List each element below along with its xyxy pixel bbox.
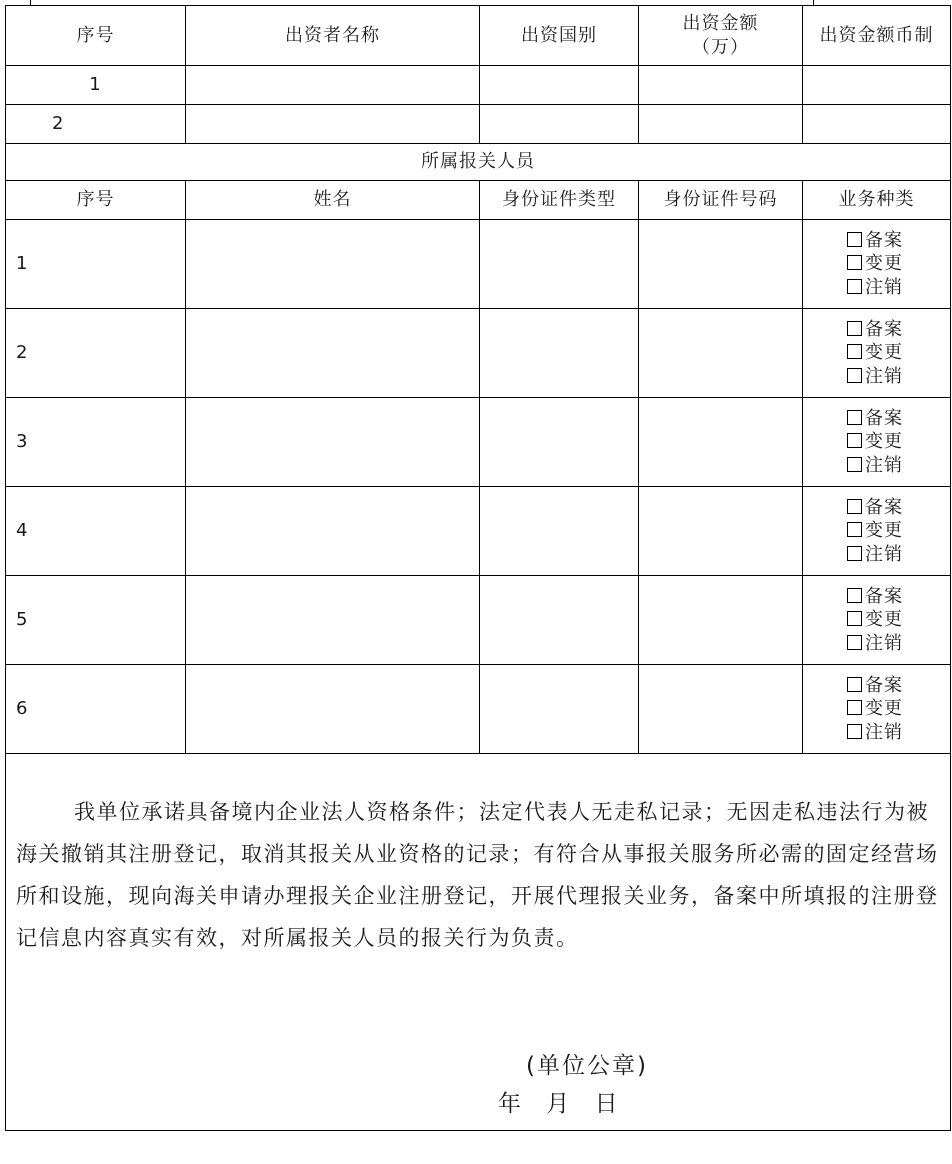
business-type-options bbox=[803, 576, 951, 665]
business-type-options bbox=[803, 665, 951, 754]
checkbox[interactable] bbox=[847, 368, 862, 383]
option-cancel[interactable] bbox=[847, 632, 950, 655]
option-label: 备案 bbox=[865, 229, 903, 251]
option-label: 注销 bbox=[865, 365, 903, 387]
personnel-row bbox=[6, 309, 951, 398]
header-investment-amount bbox=[639, 6, 803, 66]
declaration-text: 我单位承诺具备境内企业法人资格条件；法定代表人无走私记录；无因走私违法行为被海关撤销其注册登记，取消其报关从业资格的记录；有符合从事报关服务所必需的固定经营场所和设施，现向海关申请办理报关企业注册登记，开展代理报关业务，备案中所填报的注册登记信息内容真实有效，对所属报关人员的报关行为负责。 bbox=[16, 800, 939, 950]
personnel-header-row bbox=[6, 181, 951, 220]
option-label: 注销 bbox=[865, 276, 903, 298]
person-seq: 2 bbox=[6, 309, 186, 398]
checkbox[interactable] bbox=[847, 255, 862, 270]
option-label: 备案 bbox=[865, 318, 903, 340]
header-id-type: 身份证件类型 bbox=[480, 181, 639, 220]
option-change[interactable] bbox=[847, 697, 950, 720]
declaration-row bbox=[6, 754, 951, 1131]
person-name-cell[interactable] bbox=[186, 309, 480, 398]
option-label: 变更 bbox=[865, 520, 903, 542]
checkbox[interactable] bbox=[847, 279, 862, 294]
option-change[interactable] bbox=[847, 608, 950, 631]
option-label: 注销 bbox=[865, 454, 903, 476]
person-id-number-cell[interactable] bbox=[639, 576, 803, 665]
investor-country-cell[interactable] bbox=[480, 66, 639, 105]
option-filing[interactable] bbox=[847, 585, 950, 608]
personnel-row bbox=[6, 398, 951, 487]
person-id-type-cell[interactable] bbox=[480, 665, 639, 754]
investor-seq-value: 2 bbox=[52, 113, 65, 135]
person-name-cell[interactable] bbox=[186, 576, 480, 665]
person-id-number-cell[interactable] bbox=[639, 220, 803, 309]
declaration-cell bbox=[6, 754, 951, 1131]
investor-amount-cell[interactable] bbox=[639, 105, 803, 144]
person-seq: 1 bbox=[6, 220, 186, 309]
person-name-cell[interactable] bbox=[186, 220, 480, 309]
person-id-type-cell[interactable] bbox=[480, 220, 639, 309]
option-label: 变更 bbox=[865, 609, 903, 631]
investor-row bbox=[6, 105, 951, 144]
person-id-number-cell[interactable] bbox=[639, 665, 803, 754]
header-business-type: 业务种类 bbox=[803, 181, 951, 220]
option-label: 变更 bbox=[865, 253, 903, 275]
header-investor-country: 出资国别 bbox=[480, 6, 639, 66]
option-cancel[interactable] bbox=[847, 276, 950, 299]
business-type-options bbox=[803, 398, 951, 487]
checkbox[interactable] bbox=[847, 522, 862, 537]
checkbox[interactable] bbox=[847, 724, 862, 739]
person-seq: 3 bbox=[6, 398, 186, 487]
header-person-seq: 序号 bbox=[6, 181, 186, 220]
checkbox[interactable] bbox=[847, 499, 862, 514]
option-filing[interactable] bbox=[847, 496, 950, 519]
person-name-cell[interactable] bbox=[186, 398, 480, 487]
option-change[interactable] bbox=[847, 519, 950, 542]
investor-header-row bbox=[6, 6, 951, 66]
header-amount-line1: 出资金额 bbox=[682, 13, 759, 35]
header-seq: 序号 bbox=[6, 6, 186, 66]
personnel-section-title: 所属报关人员 bbox=[6, 144, 951, 181]
option-filing[interactable] bbox=[847, 674, 950, 697]
option-cancel[interactable] bbox=[847, 543, 950, 566]
option-cancel[interactable] bbox=[847, 721, 950, 744]
investor-name-cell[interactable] bbox=[186, 105, 480, 144]
investor-currency-cell[interactable] bbox=[803, 105, 951, 144]
option-label: 变更 bbox=[865, 431, 903, 453]
investor-seq bbox=[6, 105, 186, 144]
person-id-type-cell[interactable] bbox=[480, 309, 639, 398]
option-label: 变更 bbox=[865, 342, 903, 364]
option-label: 注销 bbox=[865, 543, 903, 565]
business-type-options bbox=[803, 220, 951, 309]
person-id-number-cell[interactable] bbox=[639, 487, 803, 576]
personnel-row bbox=[6, 487, 951, 576]
checkbox[interactable] bbox=[847, 457, 862, 472]
personnel-row bbox=[6, 665, 951, 754]
date-label: 年 月 日 bbox=[498, 1091, 620, 1117]
checkbox[interactable] bbox=[847, 546, 862, 561]
person-id-type-cell[interactable] bbox=[480, 398, 639, 487]
option-filing[interactable] bbox=[847, 407, 950, 430]
checkbox[interactable] bbox=[847, 232, 862, 247]
investor-country-cell[interactable] bbox=[480, 105, 639, 144]
option-change[interactable] bbox=[847, 341, 950, 364]
option-change[interactable] bbox=[847, 430, 950, 453]
option-label: 备案 bbox=[865, 407, 903, 429]
person-seq: 4 bbox=[6, 487, 186, 576]
option-filing[interactable] bbox=[847, 318, 950, 341]
option-label: 备案 bbox=[865, 674, 903, 696]
checkbox[interactable] bbox=[847, 433, 862, 448]
option-change[interactable] bbox=[847, 252, 950, 275]
person-id-type-cell[interactable] bbox=[480, 487, 639, 576]
investor-row bbox=[6, 66, 951, 105]
header-amount-line2: （万） bbox=[692, 36, 749, 58]
person-name-cell[interactable] bbox=[186, 665, 480, 754]
investor-amount-cell[interactable] bbox=[639, 66, 803, 105]
header-id-number: 身份证件号码 bbox=[639, 181, 803, 220]
checkbox[interactable] bbox=[847, 588, 862, 603]
investor-name-cell[interactable] bbox=[186, 66, 480, 105]
option-label: 备案 bbox=[865, 496, 903, 518]
option-label: 注销 bbox=[865, 632, 903, 654]
person-id-number-cell[interactable] bbox=[639, 398, 803, 487]
investor-seq-value: 1 bbox=[89, 74, 102, 96]
registration-form-table bbox=[5, 5, 951, 1131]
option-label: 注销 bbox=[865, 721, 903, 743]
person-id-number-cell[interactable] bbox=[639, 309, 803, 398]
checkbox[interactable] bbox=[847, 635, 862, 650]
header-investor-name: 出资者名称 bbox=[186, 6, 480, 66]
option-filing[interactable] bbox=[847, 229, 950, 252]
checkbox[interactable] bbox=[847, 344, 862, 359]
person-seq: 5 bbox=[6, 576, 186, 665]
checkbox[interactable] bbox=[847, 611, 862, 626]
business-type-options bbox=[803, 487, 951, 576]
investor-seq bbox=[6, 66, 186, 105]
person-id-type-cell[interactable] bbox=[480, 576, 639, 665]
investor-currency-cell[interactable] bbox=[803, 66, 951, 105]
header-currency: 出资金额币制 bbox=[803, 6, 951, 66]
option-cancel[interactable] bbox=[847, 365, 950, 388]
checkbox[interactable] bbox=[847, 321, 862, 336]
person-name-cell[interactable] bbox=[186, 487, 480, 576]
checkbox[interactable] bbox=[847, 677, 862, 692]
option-label: 备案 bbox=[865, 585, 903, 607]
option-cancel[interactable] bbox=[847, 454, 950, 477]
personnel-row bbox=[6, 576, 951, 665]
checkbox[interactable] bbox=[847, 410, 862, 425]
company-seal-label: (单位公章) bbox=[526, 1053, 648, 1079]
checkbox[interactable] bbox=[847, 700, 862, 715]
personnel-row bbox=[6, 220, 951, 309]
header-person-name: 姓名 bbox=[186, 181, 480, 220]
personnel-section-row bbox=[6, 144, 951, 181]
person-seq: 6 bbox=[6, 665, 186, 754]
business-type-options bbox=[803, 309, 951, 398]
option-label: 变更 bbox=[865, 698, 903, 720]
